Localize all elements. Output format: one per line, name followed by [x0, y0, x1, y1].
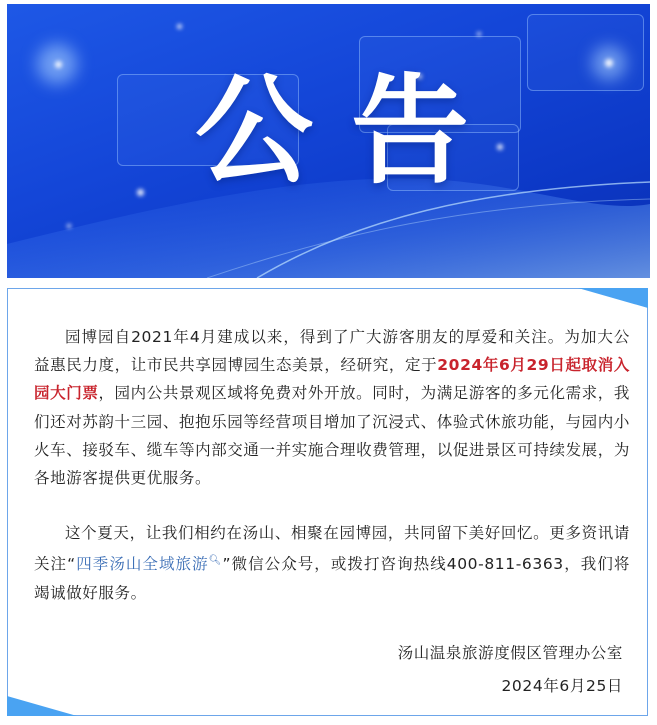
paragraph-text: ，园内公共景观区域将免费对外开放。同时，为满足游客的多元化需求，我们还对苏韵十三园、抱抱乐园等经营项目增加了沉浸式、体验式休旅功能，与园内小火车、接驳车、缆车等内部交通一并实施合理收费管理，以促进景区可持续发展，为各地游客提供更优服务。	[34, 384, 630, 488]
notice-date: 2024年6月25日	[501, 677, 623, 695]
paragraph-text: 园博园自2021年4月建成以来，得到了广大游客朋友的厚爱和关注。为加大公益惠民力度，让市民共享园博园生态美景，经研究，定于	[34, 328, 630, 375]
signature: 汤山温泉旅游度假区管理办公室	[397, 644, 623, 662]
banner-glow	[67, 224, 71, 228]
search-icon: 🔍︎	[208, 555, 223, 567]
banner-glow	[55, 61, 62, 68]
corner-decoration	[578, 288, 648, 308]
banner-glow	[477, 32, 481, 36]
notice-paragraph-2	[34, 519, 630, 607]
banner-glow	[177, 24, 182, 29]
paragraph-text: 这个夏天，让我们相约在汤山、相聚在园博园，共同留下美好回忆。更多资讯请关注“	[34, 524, 630, 574]
banner-frame	[527, 14, 644, 91]
corner-decoration	[7, 696, 77, 716]
wechat-account-link[interactable]: 四季汤山全域旅游	[75, 555, 209, 574]
paragraph-text: ”微信公众号，或拨打咨询热线400-811-6363，我们将竭诚做好服务。	[34, 555, 630, 602]
notice-card	[7, 288, 648, 716]
banner-glow	[137, 189, 144, 196]
notice-paragraph-1	[34, 323, 630, 492]
page-title: 公告	[195, 62, 508, 200]
highlight-date: 2024年6月29日起取消入园大门票	[34, 356, 630, 403]
header-banner	[7, 4, 650, 278]
banner-glow	[605, 59, 613, 67]
